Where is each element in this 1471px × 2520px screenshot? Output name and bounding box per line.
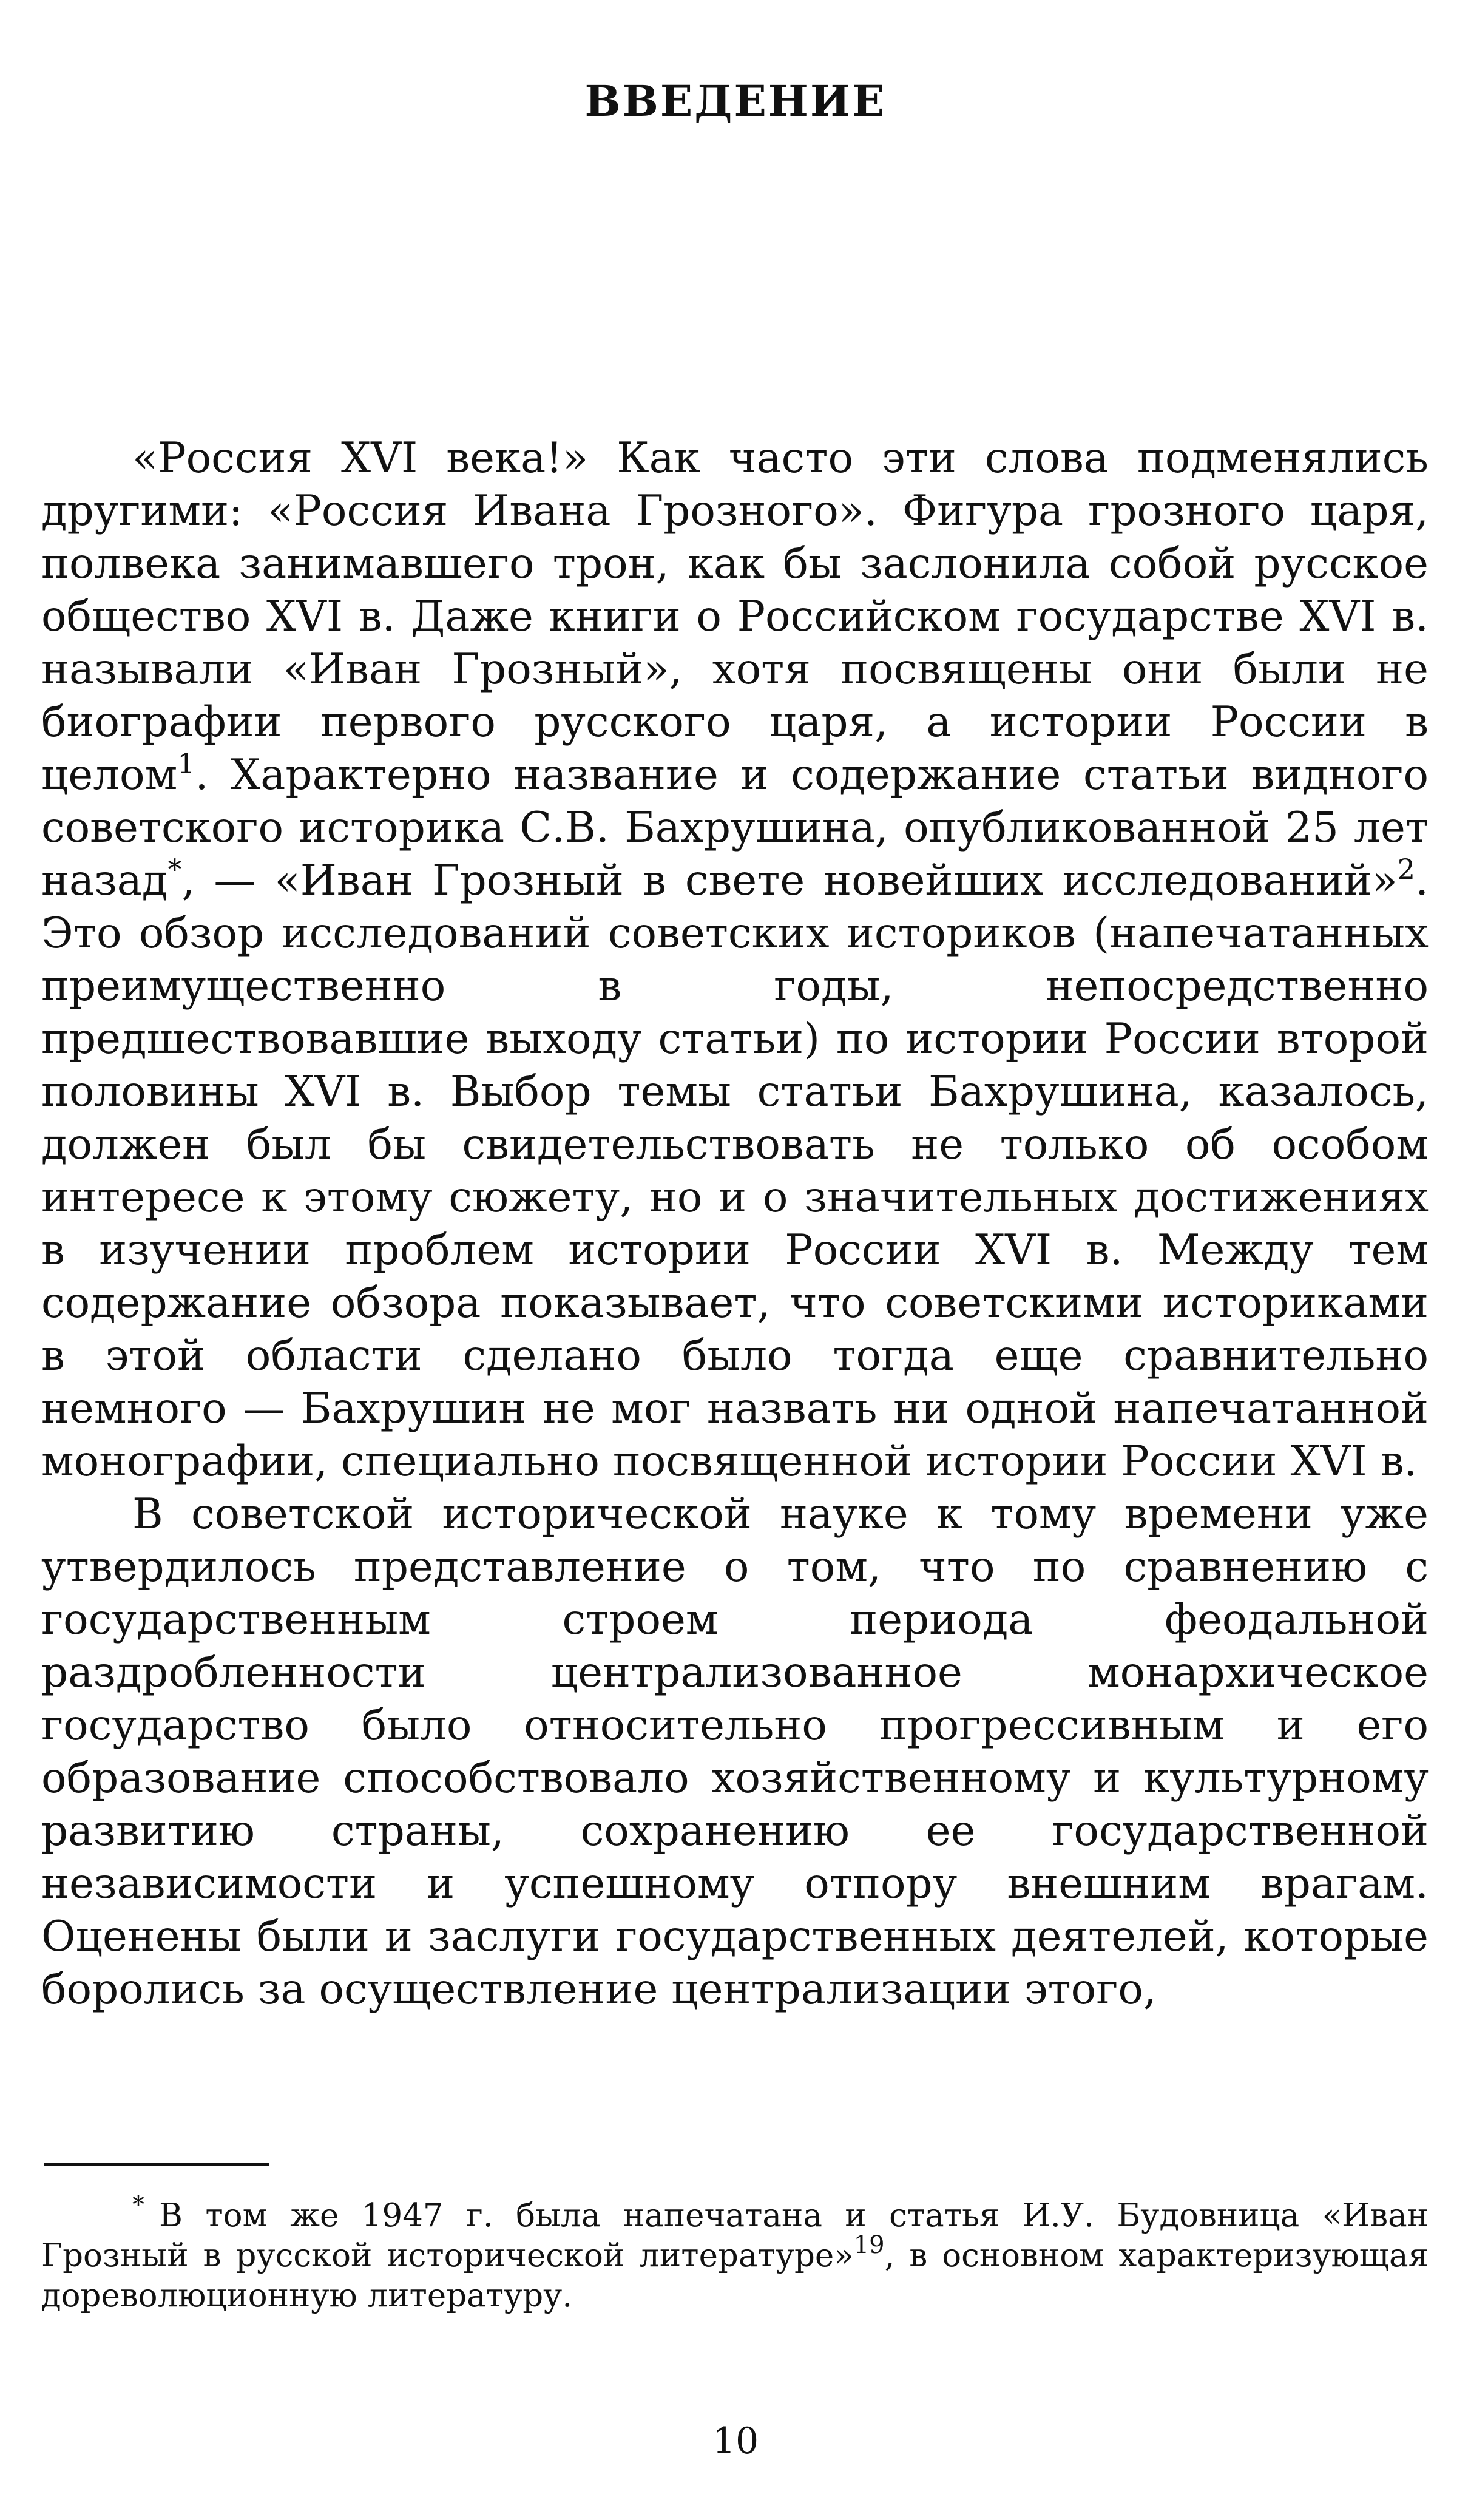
- footnote: [41, 2191, 1429, 2316]
- footnote-part-1: В том же 1947 г. была напечатана и статья И.У. Будовница «Иван Грозный в русской исторической литературе»: [41, 2197, 1429, 2274]
- footnote-mark: *: [132, 2191, 144, 2219]
- footnote-ref-2: 2: [1397, 853, 1416, 886]
- paragraph-1-part-1: «Россия XVI века!» Как часто эти слова подменялись другими: «Россия Ивана Грозного». Фигура грозного царя, полвека занимавшего трон, как бы заслонила собой русское общество XVI в. Даже книги о Российском государстве XVI в. называли «Иван Грозный», хотя посвящены они были не биографии первого русского царя, а истории России в целом: [41, 434, 1429, 799]
- paragraph-2: В советской исторической науке к тому времени уже утвердилось представление о том, что по сравнению с государственным строем периода феодальной раздробленности централизованное монархическое государство было относительно прогрессивным и его образование способствовало хозяйственному и культурному развитию страны, сохранению ее государственной независимости и успешному отпору внешним врагам. Оценены были и заслуги государственных деятелей, которые боролись за осуществление централизации этого,: [41, 1490, 1429, 2014]
- paragraph-1-part-3: , — «Иван Грозный в свете новейших исследований»: [181, 856, 1398, 905]
- footnote-ref-1: 1: [177, 747, 195, 780]
- main-text: [41, 432, 1429, 2016]
- paragraph-1-part-2: . Характерно название и содержание статьи видного советского историка С.В. Бахрушина, опубликованной 25 лет назад: [41, 751, 1429, 905]
- paragraph-1: [41, 432, 1429, 1488]
- chapter-title: ВВЕДЕНИЕ: [584, 75, 887, 126]
- footnote-part-2: , в основном характеризующая дореволюционную литературу.: [41, 2237, 1429, 2314]
- footnote-divider: [44, 2163, 269, 2166]
- footnote-note-ref: 19: [853, 2231, 885, 2259]
- page-number: 10: [712, 2420, 759, 2462]
- paragraph-1-part-4: . Это обзор исследований советских историков (напечатанных преимущественно в годы, непосредственно предшествовавшие выходу статьи) по истории России второй половины XVI в. Выбор темы статьи Бахрушина, казалось, должен был бы свидетельствовать не только об особом интересе к этому сюжету, но и о значительных достижениях в изучении проблем истории России XVI в. Между тем содержание обзора показывает, что советскими историками в этой области сделано было тогда еще сравнительно немного — Бахрушин не мог назвать ни одной напечатанной монографии, специально посвященной истории России XVI в.: [41, 856, 1429, 1486]
- footnote-star-ref: *: [167, 853, 182, 886]
